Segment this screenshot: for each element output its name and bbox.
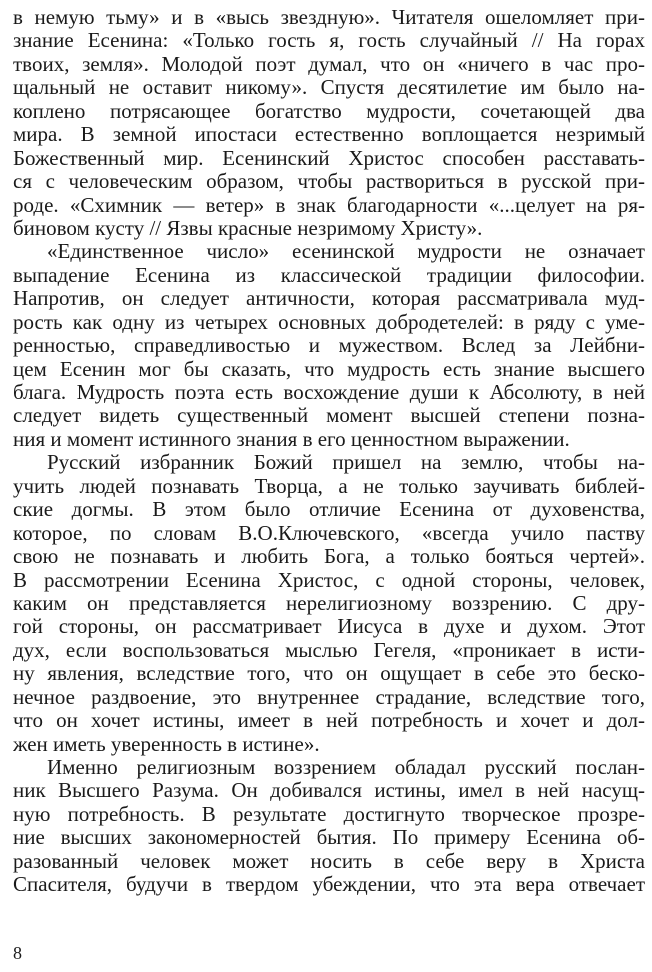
text-line: щальный не оставит никому». Спустя десятилетие им было на- <box>13 76 645 100</box>
text-line: ренностью, справедливостью и мужеством. Вслед за Лейбни- <box>13 334 645 358</box>
text-line: Именно религиозным воззрением обладал русский послан- <box>47 756 645 779</box>
text-line: разованный человек может носить в себе веру в Христа <box>13 849 645 873</box>
text-line: В рассмотрении Есенина Христос, с одной стороны, человек, <box>13 568 645 592</box>
text-line: следует видеть существенный момент высшей степени позна- <box>13 404 645 428</box>
paragraph-4 <box>13 756 645 897</box>
page-number: 8 <box>13 943 22 963</box>
body-text <box>13 6 645 897</box>
text-line: ся с человеческим образом, чтобы раствориться в русской при- <box>13 170 645 194</box>
paragraph-3 <box>13 451 645 756</box>
text-line: цем Есенин мог бы сказать, что мудрость есть знание высшего <box>13 357 645 381</box>
paragraph-1 <box>13 6 645 240</box>
paragraph-2 <box>13 240 645 451</box>
text-line: нечное раздвоение, это внутреннее страдание, вследствие того, <box>13 685 645 709</box>
text-line: рость как одну из четырех основных добродетелей: в ряду с уме- <box>13 310 645 334</box>
text-line: мира. В земной ипостаси естественно воплощается незримый <box>13 123 645 147</box>
text-line: дух, если воспользоваться мыслью Гегеля, «проникает в исти- <box>13 638 645 662</box>
text-line: Божественный мир. Есенинский Христос способен расставать- <box>13 146 645 170</box>
text-line: гой стороны, он рассматривает Иисуса в духе и духом. Этот <box>13 615 645 639</box>
text-line: Русский избранник Божий пришел на землю, чтобы на- <box>47 451 645 475</box>
text-line: ну явления, вследствие того, что он ощущает в себе это беско- <box>13 662 645 686</box>
text-line: ния и момент истинного знания в его ценностном выражении. <box>13 427 570 451</box>
text-line: ние высших закономерностей бытия. По примеру Есенина об- <box>13 826 645 850</box>
text-line: выпадение Есенина из классической традиции философии. <box>13 263 645 287</box>
text-line: роде. «Схимник — ветер» в знак благодарности «...целует на ря- <box>13 193 645 217</box>
text-line: в немую тьму» и в «высь звездную». Читателя ошеломляет при- <box>13 6 645 29</box>
text-line: блага. Мудрость поэта есть восхождение души к Абсолюту, в ней <box>13 381 645 404</box>
text-line: учить людей познавать Творца, а не только заучивать библей- <box>13 474 645 498</box>
text-line: ник Высшего Разума. Он добивался истины, имел в ней насущ- <box>13 779 645 803</box>
text-line: которое, по словам В.О.Ключевского, «всегда учило паству <box>13 521 645 545</box>
text-line: твоих, земля». Молодой поэт думал, что он «ничего в час про- <box>13 52 645 76</box>
text-line: коплено потрясающее богатство мудрости, сочетающей два <box>13 99 645 123</box>
text-line: Спасителя, будучи в твердом убеждении, что эта вера отвечает <box>13 873 645 897</box>
text-line: ские догмы. В этом было отличие Есенина от духовенства, <box>13 498 645 522</box>
text-line: биновом кусту // Язвы красные незримому Христу». <box>13 216 483 240</box>
text-line: Напротив, он следует античности, которая рассматривала муд- <box>13 287 645 311</box>
text-line: знание Есенина: «Только гость я, гость случайный // На горах <box>13 29 645 53</box>
text-line: каким он представляется нерелигиозному воззрению. С дру- <box>13 591 645 615</box>
text-line: «Единственное число» есенинской мудрости не означает <box>47 240 645 264</box>
text-line: жен иметь уверенность в истине». <box>13 732 320 756</box>
text-line: ную потребность. В результате достигнуто творческое прозре- <box>13 802 645 826</box>
text-line: что он хочет истины, имеет в ней потребность и хочет и дол- <box>13 709 645 733</box>
text-line: свою не познавать и любить Бога, а только бояться чертей». <box>13 545 645 569</box>
